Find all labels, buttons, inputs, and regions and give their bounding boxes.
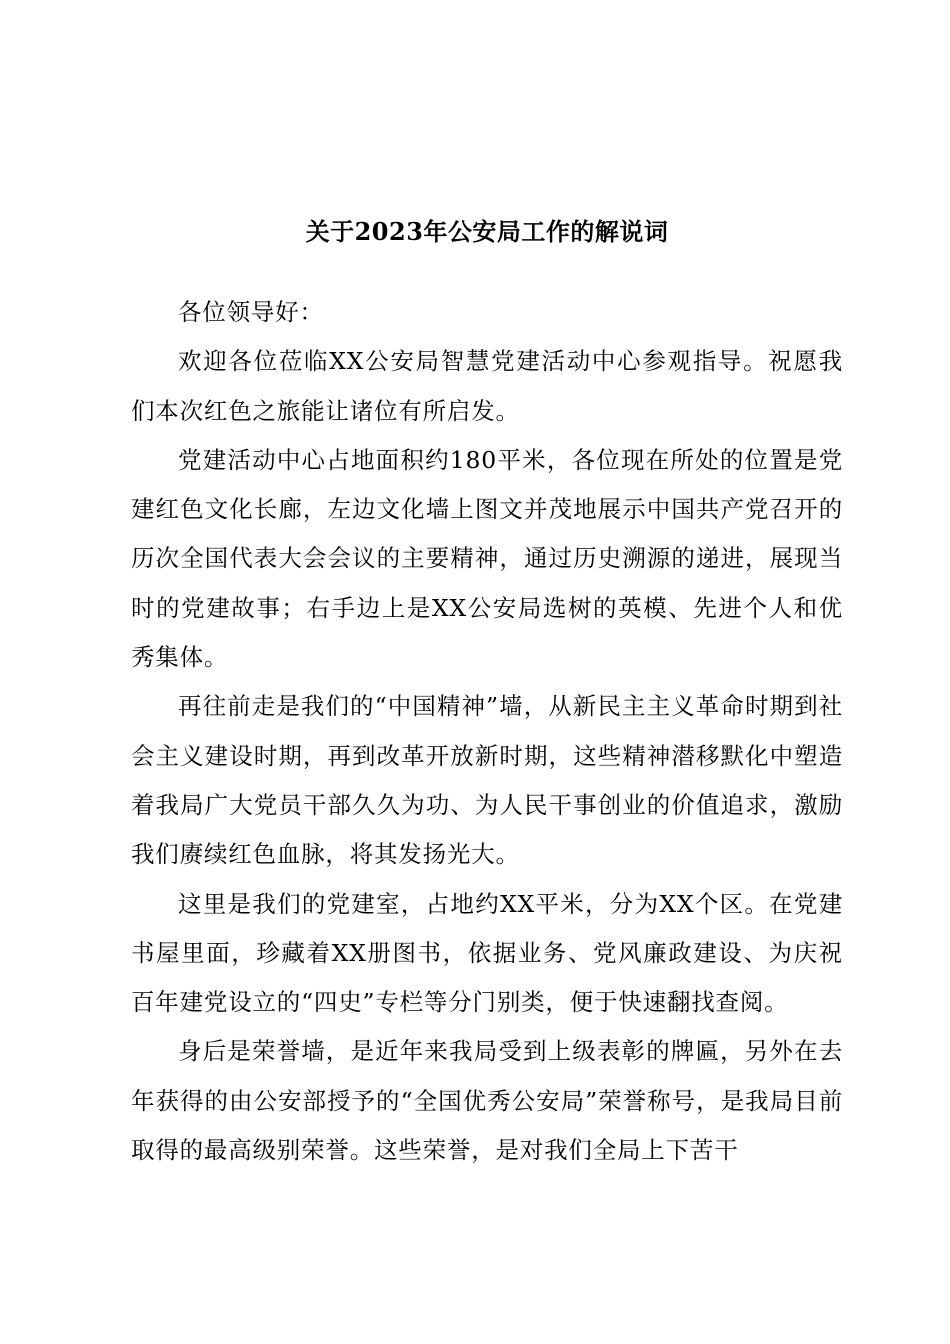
document-body (131, 288, 843, 1175)
paragraph-greeting: 各位领导好： (178, 298, 324, 326)
paragraph-welcome: 欢迎各位莅临XX公安局智慧党建活动中心参观指导。祝愿我们本次红色之旅能让诸位有所启发。 (131, 347, 843, 425)
paragraph-party-room: 这里是我们的党建室，占地约XX平米，分为XX个区。在党建书屋里面，珍藏着XX册图书，依据业务、党风廉政建设、为庆祝百年建党设立的“四史”专栏等分门别类，便于快速翻找查阅。 (131, 889, 843, 1017)
paragraph-honor-wall: 身后是荣誉墙，是近年来我局受到上级表彰的牌匾，另外在去年获得的由公安部授予的“全国优秀公安局”荣誉称号，是我局目前取得的最高级别荣誉。这些荣誉，是对我们全局上下苦干 (131, 1037, 843, 1165)
document-content (131, 210, 843, 1175)
paragraph-cultural-corridor: 党建活动中心占地面积约180平米，各位现在所处的位置是党建红色文化长廊，左边文化墙上图文并茂地展示中国共产党召开的历次全国代表大会会议的主要精神，通过历史溯源的递进，展现当时的党建故事；右手边上是XX公安局选树的英模、先进个人和优秀集体。 (131, 445, 843, 672)
paragraph-china-spirit-wall: 再往前走是我们的“中国精神”墙，从新民主主义革命时期到社会主义建设时期，再到改革开放新时期，这些精神潜移默化中塑造着我局广大党员干部久久为功、为人民干事创业的价值追求，激励我们赓续红色血脉，将其发扬光大。 (131, 692, 843, 869)
document-title: 关于2023年公安局工作的解说词 (305, 217, 669, 246)
